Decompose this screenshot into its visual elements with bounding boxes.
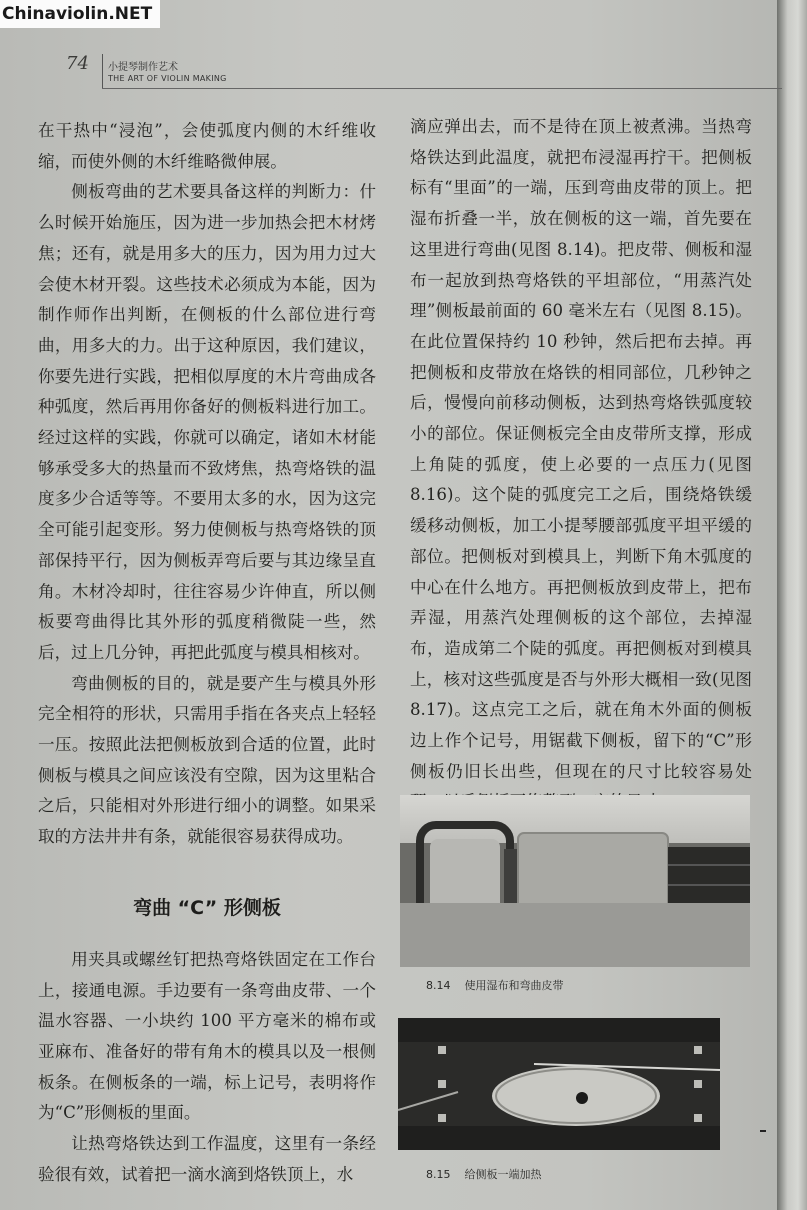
header-divider [102, 54, 103, 88]
watermark: Chinaviolin.NET [0, 0, 160, 28]
book-title-cn: 小提琴制作艺术 [108, 62, 178, 73]
section-heading: 弯曲 “C” 形侧板 [133, 896, 281, 919]
header-rule [102, 88, 782, 89]
figure-caption-text: 使用湿布和弯曲皮带 [464, 979, 564, 992]
figure-number: 8.14 [426, 979, 451, 992]
figure-8-14-photo [400, 795, 750, 967]
figure-caption [426, 977, 564, 993]
left-column [38, 116, 376, 1191]
paragraph: 滴应弹出去，而不是待在顶上被煮沸。当热弯烙铁达到此温度，就把布浸湿再拧干。把侧板标有“里面”的一端，压到弯曲皮带的顶上。把湿布折叠一半，放在侧板的这一端，首先要在这里进行弯曲(见图 8.14)。把皮带、侧板和湿布一起放到热弯烙铁的平坦部位，“用蒸汽处理”侧板最前面的 60 毫米左右（见图 8.15)。在此位置保持约 10 秒钟，然后把布去掉。再把侧板和皮带放在烙铁的相同部位，几秒钟之后，慢慢向前移动侧板，达到热弯烙铁弧度较小的部位。保证侧板完全由皮带所支撑，形成上角陡的弧度，使上必要的一点压力(见图 8.16)。这个陡的弧度完工之后，围绕烙铁缓缓移动侧板，加工小提琴腰部弧度平坦平缓的部位。把侧板对到模具上，判断下角木弧度的中心在什么地方。再把侧板放到皮带上，把布弄湿，用蒸汽处理侧板的这个部位，去掉湿布，造成第二个陡的弧度。再把侧板对到模具上，核对这些弧度是否与外形大概相一致(见图 8.17)。这点完工之后，就在角木外面的侧板边上作个记号，用锯截下侧板，留下的“C”形侧板仍旧长出些，但现在的尺寸比较容易处 [410, 117, 752, 781]
page-edge [777, 0, 807, 1210]
book-title-en: THE ART OF VIOLIN MAKING [108, 74, 227, 83]
belt-and-wet-cloth-illustration [400, 795, 750, 967]
paragraph: 弯曲侧板的目的，就是要产生与模具外形完全相符的形状，只需用手指在各夹点上轻轻一压。按照此法把侧板放到合适的位置，此时侧板与模具之间应该没有空隙，因为这里粘合之后，只能相对外形进行细小的调整。如果采取的方法井井有条，就能很容易获得成功。 [38, 673, 376, 847]
figure-caption-text: 给侧板一端加热 [464, 1168, 542, 1181]
margin-mark [760, 1130, 766, 1132]
paragraph: 在干热中“浸泡”，会使弧度内侧的木纤维收缩，而使外侧的木纤维略微伸展。 [38, 121, 376, 171]
figure-number: 8.15 [426, 1168, 451, 1181]
page-number: 74 [66, 53, 89, 74]
figure-8-15-photo [398, 1018, 720, 1150]
paragraph: 用夹具或螺丝钉把热弯烙铁固定在工作台上，接通电源。手边要有一条弯曲皮带、一个温水容器、一小块约 100 平方毫米的棉布或亚麻布、准备好的带有角木的模具以及一根侧板条。在侧板条的一端，标上记号，表明将作为“C”形侧板的里面。 [38, 949, 376, 1123]
paragraph: 让热弯烙铁达到工作温度，这里有一条经验很有效，试着把一滴水滴到烙铁顶上，水 [38, 1134, 376, 1184]
paragraph: 侧板弯曲的艺术要具备这样的判断力：什么时候开始施压，因为进一步加热会把木材烤焦；还有，就是用多大的压力，因为用力过大会使木材开裂。这些技术必须成为本能，因为制作师作出判断，在侧板的什么部位进行弯曲，用多大的力。出于这种原因，我们建议，你要先进行实践，把相似厚度的木片弯曲成各种弧度，然后再用你备好的侧板料进行加工。经过这样的实践，你就可以确定，诸如木材能够承受多大的热量而不致烤焦，热弯烙铁的温度多少合适等等。不要用太多的水，因为这完全可能引起变形。努力使侧板与热弯烙铁的顶部保持平行，因为侧板弄弯后要与其边缘呈直角。木材冷却时，往往容易少许伸直，所以侧板要弯曲得比其外形的弧度稍微陡一些，然后，过上几分钟，再把此弧度与模具相核对。 [38, 182, 376, 662]
heating-side-illustration [398, 1018, 720, 1150]
right-column [410, 112, 752, 818]
figure-caption [426, 1166, 542, 1182]
